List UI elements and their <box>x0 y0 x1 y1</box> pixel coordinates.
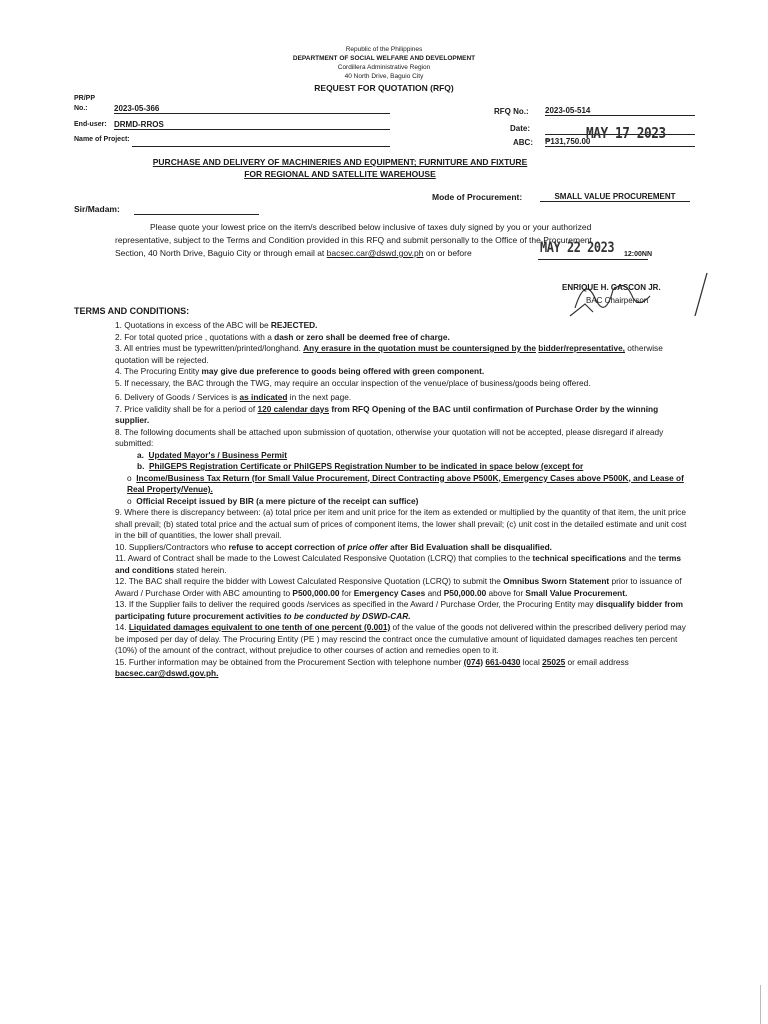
term-12: 12. The BAC shall require the bidder with Lowest Calculated Responsive Quotation (LCRQ) to submit the Omnibus Sworn Statement prior to issuance of Award / Purchase Order with ABC amounting to P500,000.00 for Emergency Cases and P50,000.00 above for Small Value Procurement. <box>115 576 682 598</box>
term-9: 9. Where there is discrepancy between: (a) total price per item and unit price for the item as extended or multiplied by the quantity of that item, the unit price shall prevail; (b) stated total price and the actual sum of prices of component items, the lower shall prevail; (c) unit cost in the detailed estimate and unit cost in the bill of quantities, the lower shall prevail. <box>115 507 687 540</box>
rfq-no-value: 2023-05-514 <box>545 106 695 116</box>
term-5: 5. If necessary, the BAC through the TWG, may require an occular inspection of the venue/place of business/goods being offered. <box>115 377 591 388</box>
abc-label: ABC: <box>513 138 533 147</box>
signatory-name: ENRIQUE H. GASCON JR. <box>562 283 661 292</box>
mode-value: SMALL VALUE PROCUREMENT <box>540 192 690 202</box>
term-8-o2: o Official Receipt issued by BIR (a mere picture of the receipt can suffice) <box>127 495 419 506</box>
intro-line2: representative, subject to the Terms and Condition provided in this RFQ and submit personally to the Office of the Procurement <box>115 235 592 245</box>
term-8b: b. PhilGEPS Registration Certificate or PhilGEPS Registration Number to be indicated in space below (except for <box>137 461 584 471</box>
abc-value: ₱131,750.00 <box>545 137 695 147</box>
term-3: 3. All entries must be typewritten/printed/longhand. Any erasure in the quotation must be countersigned by the bidder/representative, otherwise quotation will be rejected. <box>115 343 663 365</box>
page-edge-mark <box>760 985 761 1024</box>
terms-heading: TERMS AND CONDITIONS: <box>74 306 190 316</box>
end-user-value: DRMD-RROS <box>114 120 390 130</box>
project-line <box>132 136 390 147</box>
region-name: Cordillera Administrative Region <box>337 64 431 71</box>
rfq-no-label: RFQ No.: <box>494 107 529 116</box>
document-title: REQUEST FOR QUOTATION (RFQ) <box>314 83 454 93</box>
term-8: 8. The following documents shall be attached upon submission of quotation, otherwise your quotation will not be accepted, please disregard if already submitted: <box>115 426 664 448</box>
term-14: 14. Liquidated damages equivalent to one tenth of one percent (0.001) of the value of the goods not delivered within the prescribed delivery period may be imposed per day of delay. The Procuring Entity (PE ) may rescind the contract once the cumulative amount of liquidated damages reaches ten percent (10%) of the amount of the contract, without prejudice to other courses of action and remedies open to it. <box>115 622 686 655</box>
term-2: 2. For total quoted price , quotations with a dash or zero shall be deemed free of charge. <box>115 331 450 342</box>
term-7: 7. Price validity shall be for a period of 120 calendar days from RFQ Opening of the BAC until confirmation of Purchase Order by the winning supplier. <box>115 403 659 425</box>
project-label: Name of Project: <box>74 136 130 143</box>
deadline-date-stamp: MAY 22 2023 <box>540 240 615 256</box>
pr-no-label: No.: <box>74 105 88 112</box>
prpp-label: PR/PP <box>74 95 96 102</box>
project-name-line2: FOR REGIONAL AND SATELLITE WAREHOUSE <box>244 169 436 179</box>
term-13: 13. If the Supplier fails to deliver the required goods /services as specified in the Award / Purchase Order, the Procuring Entity may disqualify bidder from participating future procurement activities to be conducted by DSWD-CAR. <box>115 599 683 621</box>
pr-no-value: 2023-05-366 <box>114 104 390 114</box>
intro-line3b: on or before <box>423 248 472 258</box>
end-user-label: End-user: <box>74 121 107 128</box>
term-1: 1. Quotations in excess of the ABC will be REJECTED. <box>115 320 318 330</box>
signatory-position: BAC Chairperson <box>586 296 649 305</box>
salutation-line <box>134 204 259 215</box>
term-10: 10. Suppliers/Contractors who refuse to accept correction of price offer after Bid Evaluation shall be disqualified. <box>115 541 552 552</box>
term-4: 4. The Procuring Entity may give due preference to goods being offered with green component. <box>115 366 485 376</box>
term-6: 6. Delivery of Goods / Services is as indicated in the next page. <box>115 392 352 402</box>
term-8-o1: o Income/Business Tax Return (for Small Value Procurement, Direct Contracting above P500K, Emergency Cases above P500K, and Lease of Real Property/Venue). <box>127 472 684 494</box>
republic-text: Republic of the Philippines <box>345 46 423 53</box>
date-label: Date: <box>510 124 531 133</box>
project-name-line1: PURCHASE AND DELIVERY OF MACHINERIES AND EQUIPMENT; FURNITURE AND FIXTURE <box>152 157 528 167</box>
date-stamp: MAY 17 2023 <box>586 124 666 142</box>
submission-email: bacsec.car@dswd.gov.ph <box>326 248 424 258</box>
terms-list <box>115 320 690 680</box>
intro-line3a: Section, 40 North Drive, Baguio City or through email at <box>115 248 327 258</box>
deadline-time: 12:00NN <box>624 251 653 258</box>
term-11: 11. Award of Contract shall be made to the Lowest Calculated Responsive Quotation (LCRQ) that complies to the technical specifications and the terms and conditions stated herein. <box>115 553 682 575</box>
term-15: 15. Further information may be obtained from the Procurement Section with telephone number (074) 661-0430 local 25025 or email address bacsec.car@dswd.gov.ph. <box>115 656 629 678</box>
intro-line3 <box>115 248 472 260</box>
salutation: Sir/Madam: <box>74 204 120 214</box>
term-8a: a. Updated Mayor's / Business Permit <box>137 449 287 460</box>
intro-line1: Please quote your lowest price on the item/s described below inclusive of taxes duly signed by you or your authorized <box>150 222 592 232</box>
department-name: DEPARTMENT OF SOCIAL WELFARE AND DEVELOPMENT <box>292 55 476 62</box>
office-address: 40 North Drive, Baguio City <box>344 73 424 80</box>
mode-label: Mode of Procurement: <box>432 192 523 202</box>
